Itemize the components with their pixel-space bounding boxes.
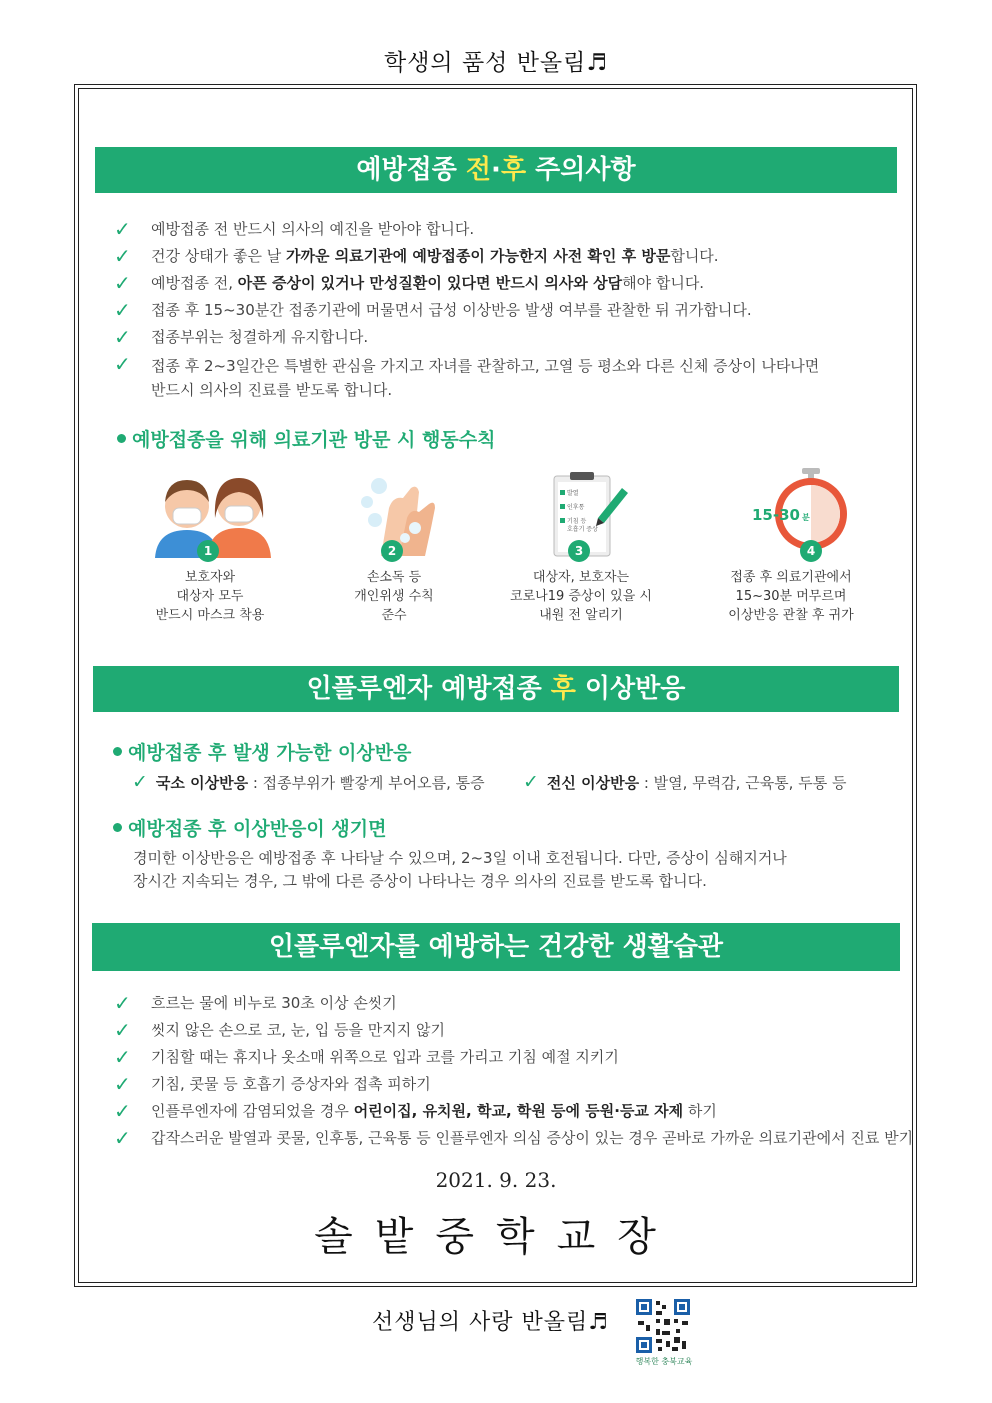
check-icon: ✓	[114, 1126, 131, 1150]
timer-icon	[716, 468, 866, 558]
check-icon: ✓	[114, 1099, 131, 1123]
check-icon: ✓	[114, 244, 131, 268]
list-item: ✓ 흐르는 물에 비누로 30초 이상 손씻기	[114, 991, 397, 1015]
step-number-badge: 3	[568, 540, 590, 562]
bullet-dot-icon	[113, 747, 122, 756]
section3-banner: 인플루엔자를 예방하는 건강한 생활습관	[92, 923, 900, 971]
step-1	[115, 468, 305, 625]
list-item: ✓ 예방접종 전 반드시 의사의 예진을 받아야 합니다.	[114, 217, 475, 241]
step-caption: 대상자, 보호자는 코로나19 증상이 있을 시 내원 전 알리기	[510, 570, 652, 623]
list-item: ✓ 건강 상태가 좋은 날 가까운 의료기관에 예방접종이 가능한지 사전 확인 후 방문합니다.	[114, 244, 719, 268]
check-icon: ✓	[114, 1072, 131, 1096]
svg-text:기침 등: 기침 등	[567, 518, 587, 525]
local-reaction: ✓ 국소 이상반응 : 접종부위가 빨갛게 부어오름, 통증	[132, 771, 485, 793]
svg-text:발열: 발열	[567, 490, 579, 497]
step-caption: 접종 후 의료기관에서 15~30분 머무르며 이상반응 관찰 후 귀가	[728, 570, 854, 623]
list-item: ✓ 예방접종 전, 아픈 증상이 있거나 만성질환이 있다면 반드시 의사와 상담해야 합니다.	[114, 271, 705, 295]
check-icon: ✓	[114, 1018, 131, 1042]
list-item: ✓ 접종부위는 청결하게 유지합니다.	[114, 325, 369, 349]
step-4	[696, 468, 886, 625]
bullet-dot-icon	[117, 434, 126, 443]
bullet-dot-icon	[113, 823, 122, 832]
top-motto: 학생의 품성 반올림♬	[384, 50, 608, 76]
check-icon: ✓	[114, 271, 131, 295]
check-icon: ✓	[114, 298, 131, 322]
precautions-list	[114, 219, 819, 409]
list-item: ✓ 접종 후 2~3일간은 특별한 관심을 가지고 자녀를 관찰하고, 고열 등 평소와 다른 신체 증상이 나타나면 반드시 의사의 진료를 받도록 합니다.	[114, 352, 820, 399]
list-item: ✓ 씻지 않은 손으로 코, 눈, 입 등을 만지지 않기	[114, 1018, 446, 1042]
hand-washing-icon	[319, 468, 469, 558]
list-item: ✓ 접종 후 15~30분간 접종기관에 머물면서 급성 이상반응 발생 여부를 관찰한 뒤 귀가합니다.	[114, 298, 752, 322]
list-item: ✓ 기침할 때는 휴지나 옷소매 위쪽으로 입과 코를 가리고 기침 예절 지키기	[114, 1045, 619, 1069]
svg-text:인후통: 인후통	[567, 504, 585, 511]
possible-reactions-heading: 예방접종 후 발생 가능한 이상반응	[113, 738, 411, 765]
step-number-badge: 2	[381, 540, 403, 562]
step-number-badge: 1	[197, 540, 219, 562]
systemic-reaction: ✓ 전신 이상반응 : 발열, 무력감, 근육통, 두통 등	[523, 771, 847, 793]
step-caption: 손소독 등 개인위생 수칙 준수	[354, 570, 434, 623]
step-caption: 보호자와 대상자 모두 반드시 마스크 착용	[155, 570, 265, 623]
qr-code-icon[interactable]	[634, 1297, 692, 1355]
list-item: ✓ 갑작스러운 발열과 콧물, 인후통, 근육통 등 인플루엔자 의심 증상이 있는 경우 곧바로 가까운 의료기관에서 진료 받기	[114, 1126, 914, 1150]
svg-text:분: 분	[802, 513, 810, 522]
svg-text:호흡기 증상: 호흡기 증상	[567, 526, 598, 533]
issue-date: 2021. 9. 23.	[435, 1168, 557, 1192]
qr-caption: 행복한 충북교육	[635, 1357, 693, 1366]
check-icon: ✓	[114, 1045, 131, 1069]
visit-rules-heading: 예방접종을 위해 의료기관 방문 시 행동수칙	[117, 425, 495, 452]
list-item: ✓ 기침, 콧물 등 호흡기 증상자와 접촉 피하기	[114, 1072, 431, 1096]
check-icon: ✓	[114, 352, 131, 376]
clipboard-checklist-icon	[506, 468, 656, 558]
check-icon: ✓	[132, 771, 148, 793]
principal-signature: 솔밭중학교장	[314, 1214, 678, 1260]
list-item: ✓ 인플루엔자에 감염되었을 경우 어린이집, 유치원, 학교, 학원 등에 등원·등교 자제 하기	[114, 1099, 717, 1123]
step-number-badge: 4	[800, 540, 822, 562]
check-icon: ✓	[114, 991, 131, 1015]
section1-banner: 예방접종 전·후 주의사항	[95, 147, 897, 193]
if-reaction-heading: 예방접종 후 이상반응이 생기면	[113, 814, 386, 841]
reaction-paragraph: 경미한 이상반응은 예방접종 후 나타날 수 있으며, 2~3일 이내 호전됩니다. 다만, 증상이 심해지거나 장시간 지속되는 경우, 그 밖에 다른 증상이 나타나는 경우 의사의 진료를 받도록 합니다.	[133, 849, 787, 890]
section2-banner: 인플루엔자 예방접종 후 이상반응	[93, 666, 899, 712]
svg-text:15-30: 15-30	[752, 506, 800, 524]
step-3	[486, 468, 676, 625]
bottom-motto: 선생님의 사랑 반올림♬	[372, 1310, 609, 1335]
masked-people-icon	[135, 468, 285, 558]
healthy-habits-list	[114, 993, 913, 1155]
step-2	[299, 468, 489, 625]
check-icon: ✓	[114, 217, 131, 241]
check-icon: ✓	[114, 325, 131, 349]
check-icon: ✓	[523, 771, 539, 793]
